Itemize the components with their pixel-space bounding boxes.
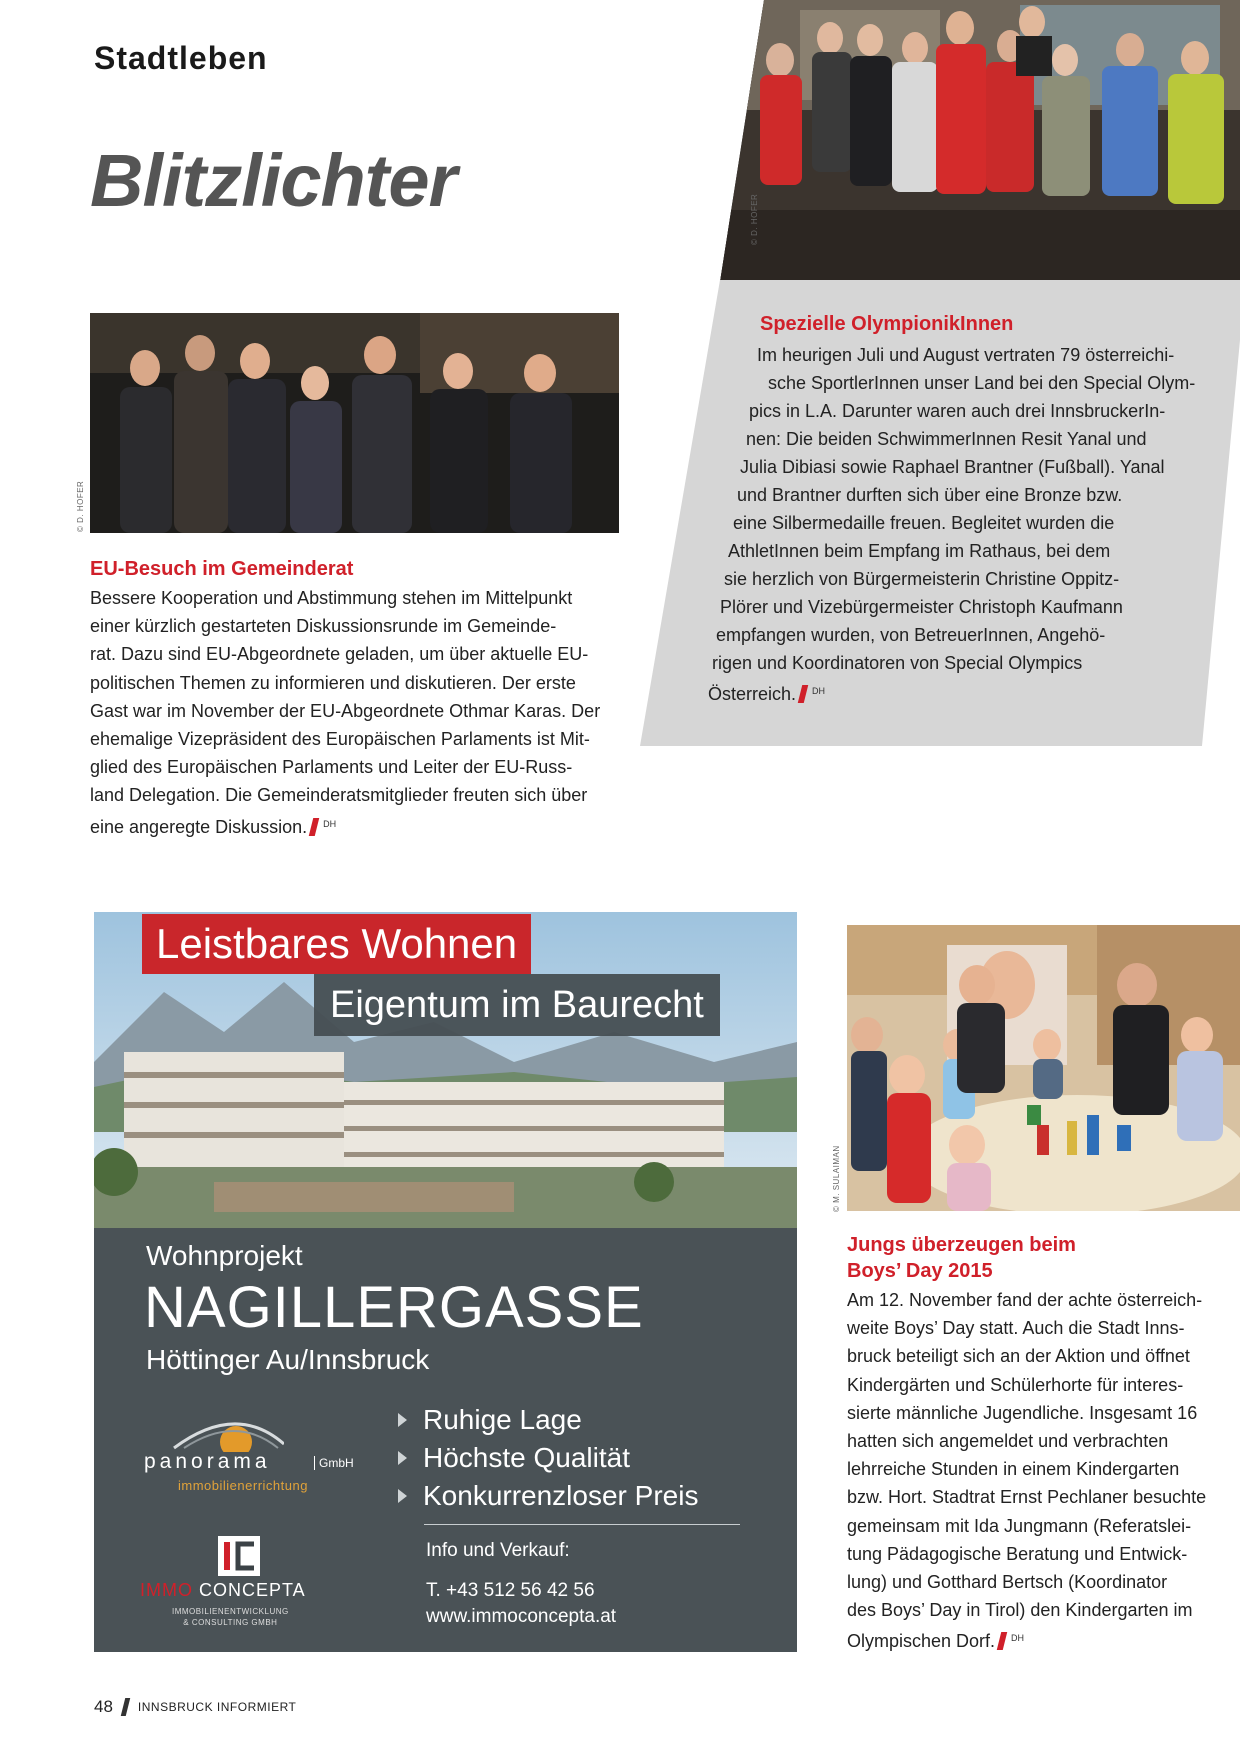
boys-line: bzw. Hort. Stadtrat Ernst Pechlaner besuchte <box>847 1487 1207 1508</box>
olympics-line: eine Silbermedaille freuen. Begleitet wurden die <box>733 513 1115 533</box>
sun-arc-icon <box>144 1408 284 1452</box>
olympics-heading: Spezielle OlympionikInnen <box>760 313 1014 335</box>
triangle-bullet-icon <box>398 1413 407 1427</box>
ad-feature-label: Ruhige Lage <box>423 1404 582 1435</box>
eu-line: Bessere Kooperation und Abstimmung stehen im Mittelpunkt <box>90 588 573 608</box>
heading-line: Jungs überzeugen beim <box>847 1234 1076 1256</box>
olympics-last-line <box>708 677 825 708</box>
ad-feature-item <box>398 1442 630 1474</box>
boys-day-body <box>847 1286 1237 1656</box>
eu-line: einer kürzlich gestarteten Diskussionsrunde im Gemeinde- <box>90 616 557 637</box>
boys-line: bruck beteiligt sich an der Aktion und öffnet <box>847 1346 1190 1367</box>
olympics-line: sche SportlerInnen unser Land bei den Special Olym- <box>768 373 1196 393</box>
olympics-line: Julia Dibiasi sowie Raphael Brantner (Fußball). Yanal <box>740 457 1165 477</box>
eu-line: eine angeregte Diskussion. <box>90 816 308 837</box>
olympics-group-photo <box>720 0 1240 282</box>
boys-line: weite Boys’ Day statt. Auch die Stadt Inns- <box>847 1318 1185 1339</box>
housing-advertisement <box>94 912 797 1652</box>
ad-project-title: NAGILLERGASSE <box>144 1275 644 1340</box>
olympics-line: Plörer und Vizebürgermeister Christoph Kaufmann <box>720 597 1123 617</box>
boys-line: tung Pädagogische Beratung und Entwick- <box>847 1543 1188 1564</box>
immo-sub-line: & CONSULTING GMBH <box>183 1618 278 1627</box>
red-slash-marker <box>309 818 319 836</box>
ad-info-panel <box>94 1228 797 1652</box>
triangle-bullet-icon <box>398 1451 407 1465</box>
triangle-bullet-icon <box>398 1489 407 1503</box>
boys-line: des Boys’ Day in Tirol) den Kindergarten im <box>847 1600 1193 1621</box>
ad-info-label: Info und Verkauf: <box>426 1540 570 1561</box>
eu-group-photo <box>90 313 619 533</box>
boys-line: Kindergärten und Schülerhorte für interes- <box>847 1374 1184 1395</box>
ic-monogram-icon <box>218 1536 260 1576</box>
eu-article-body <box>90 584 630 841</box>
immo-sub-line: IMMOBILIENENTWICKLUNG <box>172 1607 289 1616</box>
boys-day-heading <box>847 1232 1237 1284</box>
olympics-line: nen: Die beiden SchwimmerInnen Resit Yanal und <box>746 429 1147 449</box>
author-initials: DH <box>1011 1633 1025 1644</box>
photo-credit: © M. SULAIMAN <box>832 1145 841 1212</box>
apartment-rendering <box>94 912 797 1228</box>
immoconcepta-name <box>140 1580 306 1601</box>
immo-name-red: IMMO <box>140 1580 193 1600</box>
ad-phone: T. +43 512 56 42 56 <box>426 1580 595 1601</box>
immo-name-white: CONCEPTA <box>193 1580 306 1600</box>
page-number: 48 <box>94 1697 113 1716</box>
section-label: Stadtleben <box>94 40 268 76</box>
ad-feature-item <box>398 1480 698 1512</box>
boys-line: sierte männliche Jugendliche. Insgesamt 16 <box>847 1402 1198 1423</box>
ad-feature-label: Konkurrenzloser Preis <box>423 1480 699 1511</box>
ad-feature-label: Höchste Qualität <box>423 1442 630 1473</box>
olympics-line: sie herzlich von Bürgermeisterin Christine Oppitz- <box>724 569 1120 589</box>
ad-pre-title: Wohnprojekt <box>146 1240 303 1271</box>
heading-line: Boys’ Day 2015 <box>847 1260 993 1282</box>
olympics-line: pics in L.A. Darunter waren auch drei InnsbruckerIn- <box>749 401 1166 421</box>
boys-day-article <box>847 1232 1237 1656</box>
red-slash-marker <box>798 685 808 703</box>
boys-line: lehrreiche Stunden in einem Kindergarten <box>847 1459 1180 1480</box>
boys-day-photo <box>847 925 1240 1211</box>
panorama-name: panorama <box>144 1450 271 1473</box>
photo-credit: © D. HOFER <box>750 193 759 245</box>
ad-banner-secondary: Eigentum im Baurecht <box>314 974 720 1036</box>
boys-line: Am 12. November fand der achte österreich- <box>847 1290 1203 1310</box>
eu-line: politischen Themen zu informieren und diskutieren. Der erste <box>90 672 576 693</box>
ad-banner-primary: Leistbares Wohnen <box>142 914 531 974</box>
ad-feature-item <box>398 1404 582 1436</box>
immoconcepta-subtitle <box>172 1606 289 1628</box>
boys-line: Olympischen Dorf. <box>847 1631 996 1652</box>
olympics-line: Österreich. <box>708 684 797 704</box>
panorama-subtitle: immobilienerrichtung <box>178 1478 308 1493</box>
photo-credit: © D. HOFER <box>76 480 85 532</box>
olympics-line: und Brantner durften sich über eine Bronze bzw. <box>737 485 1123 505</box>
ad-website: www.immoconcepta.at <box>426 1606 617 1627</box>
boys-line: gemeinsam mit Ida Jungmann (Referatslei- <box>847 1515 1192 1536</box>
author-initials: DH <box>812 686 826 696</box>
page-title: Blitzlichter <box>90 139 457 222</box>
page-footer <box>94 1697 296 1717</box>
boys-line: lung) und Gotthard Bertsch (Koordinator <box>847 1572 1168 1593</box>
eu-line: Gast war im November der EU-Abgeordnete Othmar Karas. Der <box>90 700 601 721</box>
ad-location: Höttinger Au/Innsbruck <box>146 1344 430 1375</box>
eu-line: glied des Europäischen Parlaments und Leiter der EU-Russ- <box>90 757 573 778</box>
panorama-gmbh: GmbH <box>314 1456 354 1470</box>
eu-line: land Delegation. Die Gemeinderatsmitglieder freuten sich über <box>90 785 588 806</box>
olympics-line: AthletInnen beim Empfang im Rathaus, bei dem <box>728 541 1111 561</box>
boys-line: hatten sich angemeldet und verbrachten <box>847 1431 1169 1452</box>
olympics-line: rigen und Koordinatoren von Special Olympics <box>712 653 1083 673</box>
red-slash-marker <box>997 1632 1007 1650</box>
ad-divider <box>424 1524 740 1525</box>
olympics-line: Im heurigen Juli und August vertraten 79 österreichi- <box>757 345 1175 365</box>
eu-line: ehemalige Vizepräsident des Europäischen Parlaments ist Mit- <box>90 729 590 750</box>
author-initials: DH <box>323 818 337 829</box>
eu-line: rat. Dazu sind EU-Abgeordnete geladen, um über aktuelle EU- <box>90 644 589 665</box>
magazine-name: INNSBRUCK INFORMIERT <box>137 1700 297 1714</box>
eu-article <box>90 556 630 841</box>
eu-article-heading: EU-Besuch im Gemeinderat <box>90 558 354 580</box>
olympics-line: empfangen wurden, von BetreuerInnen, Angehö- <box>716 625 1106 645</box>
footer-slash-marker <box>121 1698 130 1716</box>
